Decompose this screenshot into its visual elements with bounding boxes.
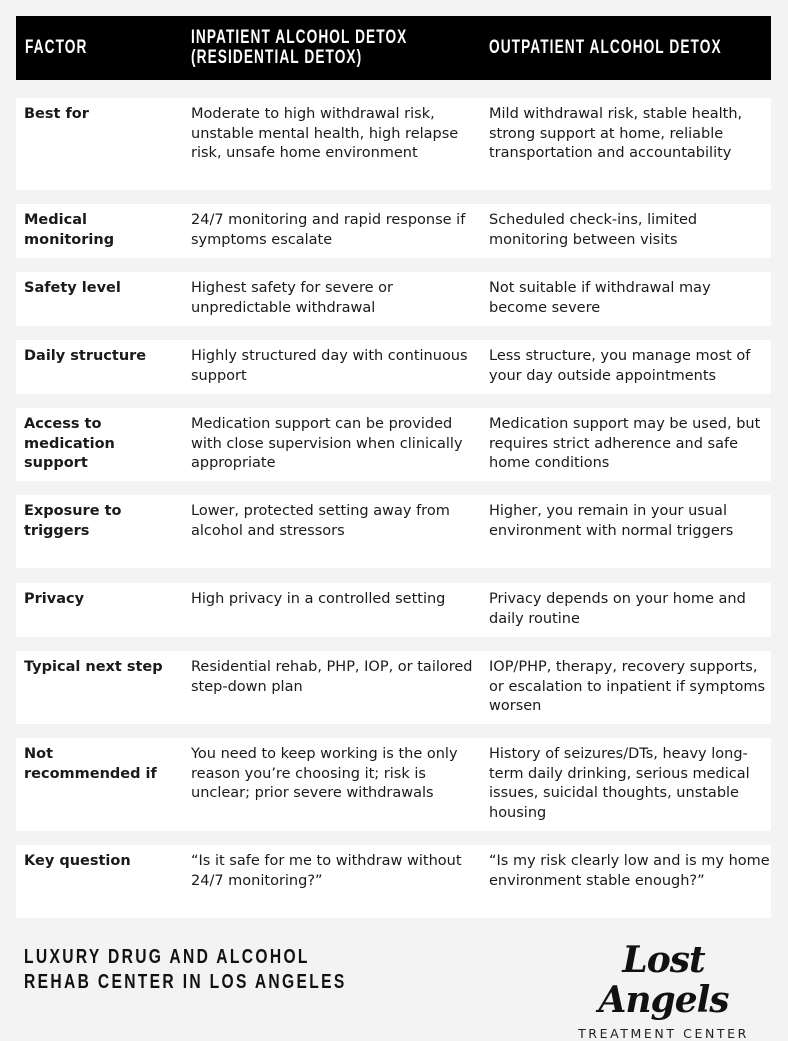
factor-cell: Key question: [24, 853, 131, 869]
inpatient-cell: 24/7 monitoring and rapid response if symptoms escalate: [191, 212, 466, 248]
outpatient-cell: Higher, you remain in your usual environment with normal triggers: [489, 503, 734, 539]
factor-cell: Medical monitoring: [24, 212, 115, 248]
factor-cell: Not recommended if: [24, 746, 157, 782]
outpatient-cell: IOP/PHP, therapy, recovery supports, or escalation to inpatient if symptoms worsen: [489, 659, 766, 715]
logo-name: Lost Angels: [598, 939, 729, 1021]
header-outpatient: OUTPATIENT ALCOHOL DETOX: [489, 37, 722, 58]
table-header: [16, 16, 771, 80]
outpatient-cell: Medication support may be used, but requires strict adherence and safe home conditions: [489, 416, 761, 472]
outpatient-cell: History of seizures/DTs, heavy long-term daily drinking, serious medical issues, suicidal thoughts, unstable housing: [489, 746, 750, 822]
inpatient-cell: High privacy in a controlled setting: [191, 591, 446, 607]
inpatient-cell: “Is it safe for me to withdraw without 24/7 monitoring?”: [191, 853, 462, 889]
inpatient-cell: Residential rehab, PHP, IOP, or tailored step-down plan: [191, 659, 473, 695]
table-row-privacy: [16, 583, 771, 637]
outpatient-cell: Scheduled check-ins, limited monitoring between visits: [489, 212, 698, 248]
outpatient-cell: Privacy depends on your home and daily routine: [489, 591, 746, 627]
factor-cell: Exposure to triggers: [24, 503, 122, 539]
header-inpatient-line2: (RESIDENTIAL DETOX): [191, 47, 363, 68]
table-row-medical-monitoring: [16, 204, 771, 258]
inpatient-cell: Moderate to high withdrawal risk, unstable mental health, high relapse risk, unsafe home environment: [191, 106, 459, 162]
header-inpatient-line1: INPATIENT ALCOHOL DETOX: [191, 27, 408, 48]
header-inpatient: [191, 28, 407, 68]
table-row-not-recommended-if: [16, 738, 771, 831]
table-row-exposure-to-triggers: [16, 495, 771, 568]
factor-cell: Access to medication support: [24, 416, 115, 472]
tagline-line2: REHAB CENTER IN LOS ANGELES: [24, 971, 347, 993]
outpatient-cell: Less structure, you manage most of your day outside appointments: [489, 348, 751, 384]
header-factor: FACTOR: [25, 37, 88, 58]
inpatient-cell: Highly structured day with continuous support: [191, 348, 468, 384]
footer-tagline: [24, 945, 347, 995]
table-row-safety-level: [16, 272, 771, 326]
tagline-line1: LUXURY DRUG AND ALCOHOL: [24, 946, 310, 968]
table-row-daily-structure: [16, 340, 771, 394]
outpatient-cell: Not suitable if withdrawal may become severe: [489, 280, 711, 316]
factor-cell: Best for: [24, 106, 89, 122]
inpatient-cell: Highest safety for severe or unpredictable withdrawal: [191, 280, 393, 316]
outpatient-cell: Mild withdrawal risk, stable health, strong support at home, reliable transportation and accountability: [489, 106, 743, 162]
table-row-typical-next-step: [16, 651, 771, 724]
factor-cell: Typical next step: [24, 659, 163, 675]
factor-cell: Daily structure: [24, 348, 147, 364]
inpatient-cell: You need to keep working is the only reason you’re choosing it; risk is unclear; prior severe withdrawals: [191, 746, 458, 802]
table-row-best-for: [16, 98, 771, 190]
logo-subtitle: TREATMENT CENTER: [578, 1026, 749, 1041]
factor-cell: Safety level: [24, 280, 121, 296]
inpatient-cell: Medication support can be provided with close supervision when clinically appropriate: [191, 416, 463, 472]
outpatient-cell: “Is my risk clearly low and is my home environment stable enough?”: [489, 853, 770, 889]
table-row-medication-support: [16, 408, 771, 481]
table-row-key-question: [16, 845, 771, 918]
inpatient-cell: Lower, protected setting away from alcohol and stressors: [191, 503, 450, 539]
factor-cell: Privacy: [24, 591, 85, 607]
lost-angels-logo: [561, 940, 766, 1041]
